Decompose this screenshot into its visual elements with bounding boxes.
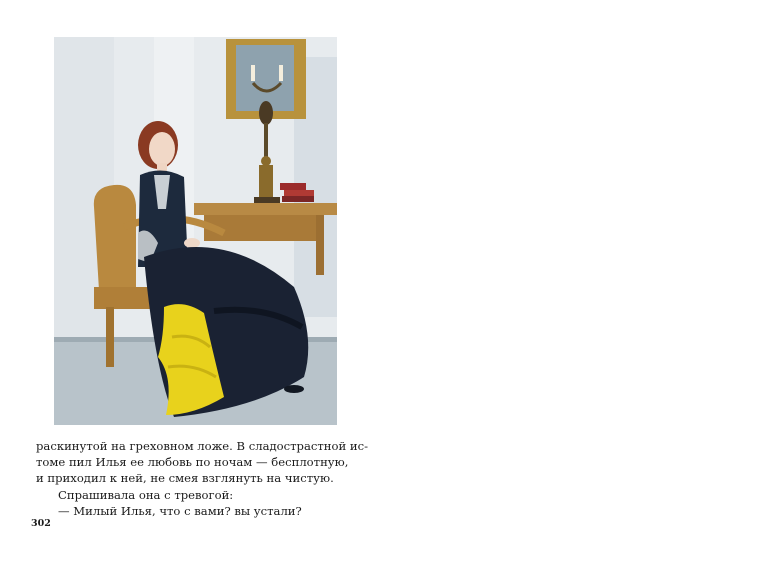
page-number-left: 302	[31, 518, 51, 529]
text-line: и приходил к ней, не смея взглянуть на чистую.	[36, 471, 334, 486]
table-apron	[204, 215, 324, 241]
left-page	[0, 0, 385, 561]
candelabra-foot	[254, 197, 280, 203]
text-line: Спрашивала она с тревогой:	[58, 487, 234, 502]
right-page	[385, 0, 770, 561]
text-line: томе пил Илья ее любовь по ночам — бесплотную,	[36, 455, 349, 470]
candelabra-orb	[261, 156, 271, 166]
book-top	[280, 183, 306, 190]
book-bottom	[282, 196, 314, 202]
shoe	[284, 385, 304, 393]
mirror-glass	[236, 45, 294, 111]
left-page-text	[36, 438, 369, 519]
candelabra-base	[259, 165, 273, 199]
table-top	[194, 203, 337, 215]
book-middle	[284, 190, 314, 196]
candle-left	[251, 65, 255, 81]
illustration-woman-seated	[54, 37, 337, 425]
face	[149, 132, 175, 166]
text-line: раскинутой на греховном ложе. В сладострастной ис-	[36, 439, 369, 453]
candelabra-stem	[264, 123, 268, 159]
chair-leg-front	[106, 307, 114, 367]
hands	[184, 238, 200, 248]
candle-right	[279, 65, 283, 81]
table-leg	[316, 215, 324, 275]
illustration-svg	[54, 37, 337, 425]
cherub-figure	[259, 101, 273, 125]
text-line: — Милый Илья, что с вами? вы устали?	[58, 503, 302, 518]
